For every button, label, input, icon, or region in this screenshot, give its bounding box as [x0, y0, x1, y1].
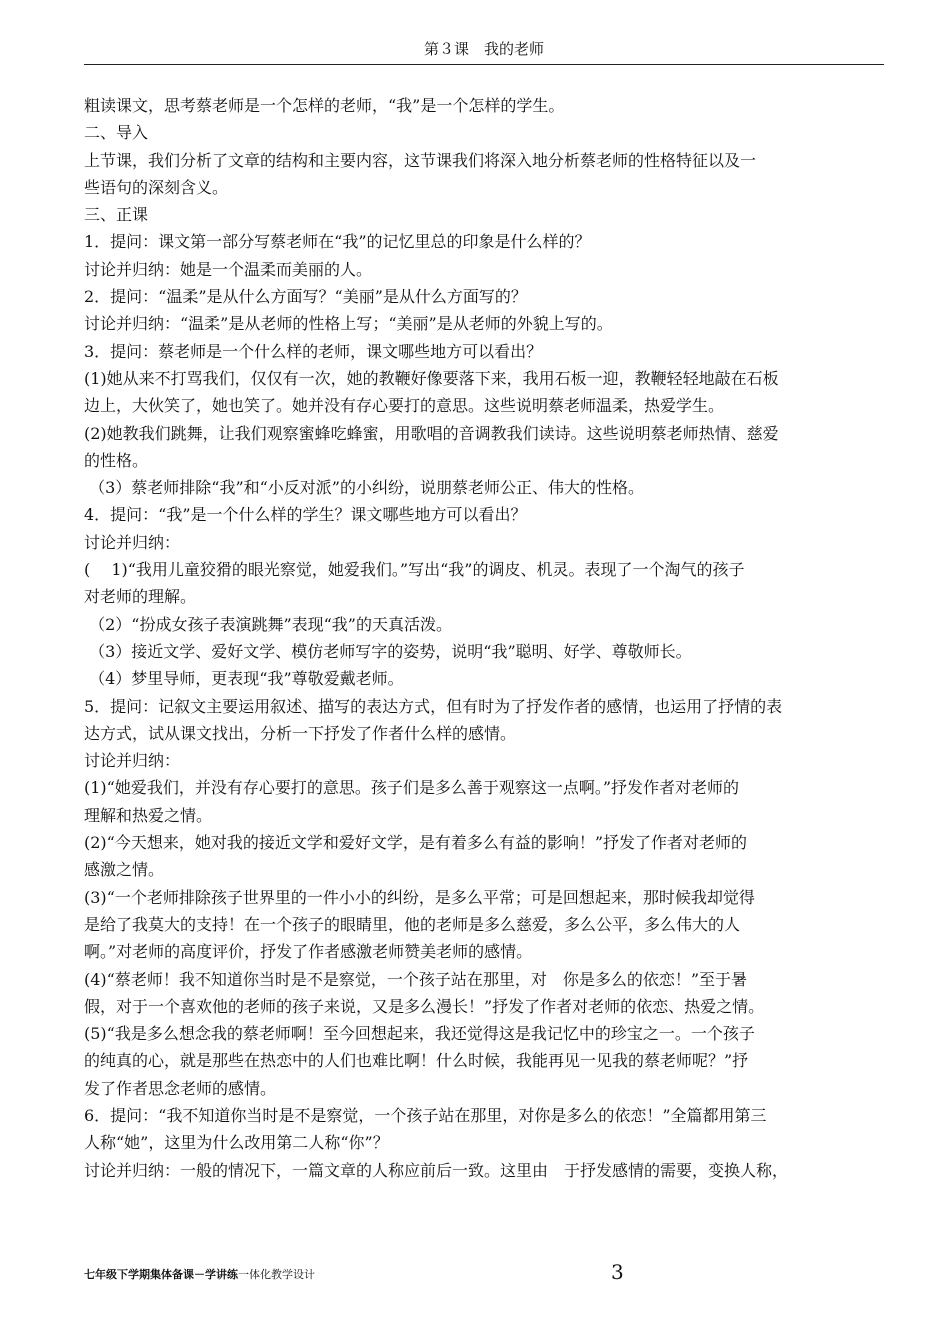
page-header: [84, 36, 884, 65]
question-line: 2．提问：“温柔”是从什么方面写？“美丽”是从什么方面写的？: [84, 287, 527, 307]
text-line: 上节课，我们分析了文章的结构和主要内容，这节课我们将深入地分析蔡老师的性格特征以及一: [84, 150, 757, 170]
text-line: (5)“我是多么想念我的蔡老师啊！至今回想起来，我还觉得这是我记忆中的珍宝之一。一个孩子: [84, 1024, 755, 1044]
answer-line: 讨论并归纳：: [84, 532, 181, 552]
footer-label: [84, 1266, 315, 1282]
section-heading: 二、导入: [84, 123, 149, 143]
text-line: (2)她教我们跳舞，让我们观察蜜蜂吃蜂蜜，用歌唱的音调教我们读诗。这些说明蔡老师热情、慈爱: [84, 423, 779, 443]
text-line: 粗读课文，思考蔡老师是一个怎样的老师，“我”是一个怎样的学生。: [84, 96, 565, 115]
answer-line: 讨论并归纳：“温柔”是从老师的性格上写；“美丽”是从老师的外貌上写的。: [84, 314, 613, 334]
header-title: 第３课 我的老师: [423, 40, 544, 58]
question-line: 人称“她”，这里为什么改用第二人称“你”？: [84, 1133, 389, 1153]
text-line: 些语句的深刻含义。: [84, 177, 229, 197]
text-line: (1)她从来不打骂我们，仅仅有一次，她的教鞭好像要落下来，我用石板一迎，教鞭轻轻地敲在石板: [84, 368, 779, 388]
question-line: 5．提问：记叙文主要运用叙述、描写的表达方式，但有时为了抒发作者的感情，也运用了抒情的表: [84, 696, 783, 716]
question-line: 4．提问：“我”是一个什么样的学生？课文哪些地方可以看出？: [84, 505, 527, 525]
text-line: 边上，大伙笑了，她也笑了。她并没有存心要打的意思。这些说明蔡老师温柔，热爱学生。: [84, 396, 725, 416]
text-line: (4)“蔡老师！我不知道你当时是不是察觉，一个孩子站在那里，对 你是多么的依恋！”至于暑: [84, 969, 748, 989]
text-line: 的性格。: [84, 450, 149, 470]
text-line: (1)“她爱我们，并没有存心要打的意思。孩子们是多么善于观察这一点啊。”抒发作者对老师的: [84, 778, 740, 798]
text-line: （3）接近文学、爱好文学、模仿老师写字的姿势，说明“我”聪明、好学、尊敬师长。: [84, 641, 692, 661]
answer-line: 讨论并归纳：: [84, 751, 181, 771]
text-line: （3）蔡老师排除“我”和“小反对派”的小纠纷，说朋蔡老师公正、伟大的性格。: [84, 478, 644, 498]
text-line: （2）“扮成女孩子表演跳舞”表现“我”的天真活泼。: [84, 614, 452, 634]
question-line: 达方式，试从课文找出，分析一下抒发了作者什么样的感情。: [84, 723, 517, 743]
text-line: 发了作者思念老师的感情。: [84, 1078, 277, 1098]
text-line: 是给了我莫大的支持！在一个孩子的眼睛里，他的老师是多么慈爱，多么公平，多么伟大的人: [84, 914, 741, 934]
text-line: (3)“一个老师排除孩子世界里的一件小小的纠纷，是多么平常；可是回想起来，那时候我却觉得: [84, 887, 755, 907]
text-line: (2)“今天想来，她对我的接近文学和爱好文学，是有着多么有益的影响！”抒发了作者对老师的: [84, 833, 748, 853]
text-line: ( 1)“我用儿童狡猾的眼光察觉，她爱我们。”写出“我”的调皮、机灵。表现了一个淘气的孩子: [84, 560, 745, 580]
answer-line: 讨论并归纳：她是一个温柔而美丽的人。: [84, 259, 373, 279]
text-line: 啊。”对老师的高度评价，抒发了作者感激老师赞美老师的感情。: [84, 942, 533, 962]
text-line: 的纯真的心，就是那些在热恋中的人们也难比啊！什么时候，我能再见一见我的蔡老师呢？”抒: [84, 1051, 749, 1071]
footer-label-bold: 七年级下学期集体备课－学讲练: [84, 1268, 238, 1281]
answer-line: 讨论并归纳：一般的情况下，一篇文章的人称应前后一致。这里由 于抒发感情的需要，变换人称，: [84, 1160, 789, 1180]
text-line: 对老师的理解。: [84, 587, 197, 607]
text-line: 假，对于一个喜欢他的老师的孩子来说，又是多么漫长！”抒发了作者对老师的依恋、热爱之情。: [84, 996, 765, 1016]
section-heading: 三、正课: [84, 205, 149, 225]
question-line: 1．提问：课文第一部分写蔡老师在“我”的记忆里总的印象是什么样的？: [84, 232, 591, 252]
text-line: 感激之情。: [84, 860, 165, 880]
document-body: [84, 92, 884, 1184]
question-line: 3．提问：蔡老师是一个什么样的老师，课文哪些地方可以看出？: [84, 341, 543, 361]
footer-label-rest: 一体化教学设计: [238, 1268, 315, 1281]
question-line: 6．提问：“我不知道你当时是不是察觉，一个孩子站在那里，对你是多么的依恋！”全篇都用第三: [84, 1105, 767, 1125]
text-line: 理解和热爱之情。: [84, 805, 213, 825]
page-number: 3: [611, 1260, 624, 1284]
text-line: （4）梦里导师，更表现“我”尊敬爱戴老师。: [84, 669, 404, 689]
